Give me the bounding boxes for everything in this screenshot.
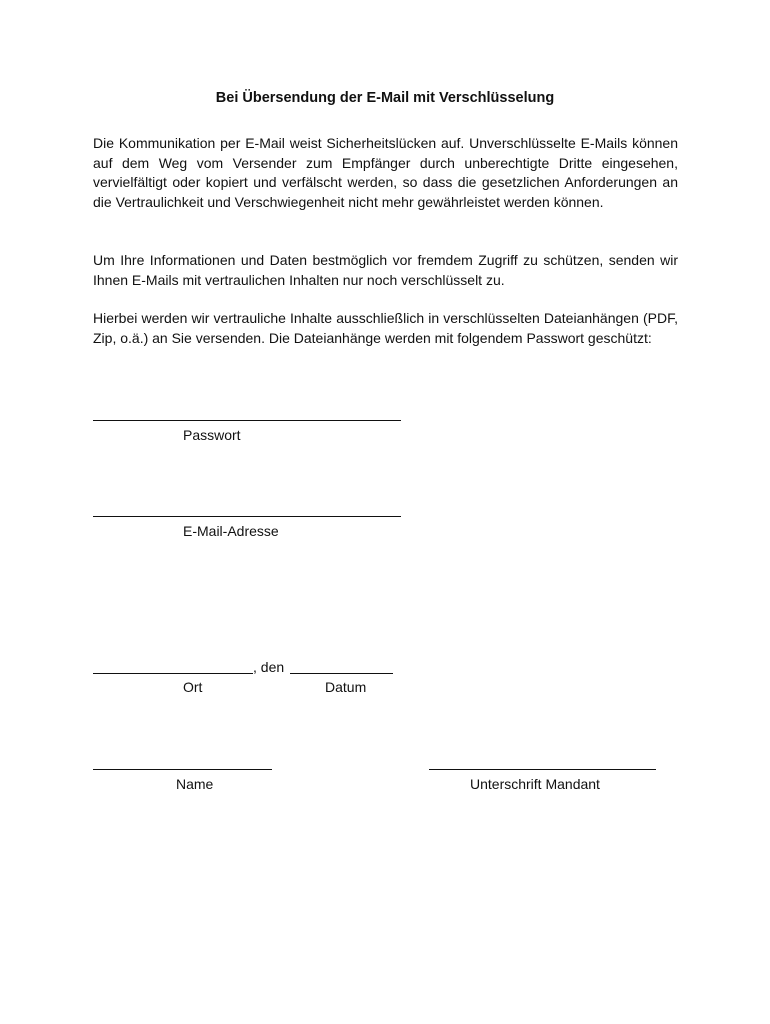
name-label: Name — [176, 776, 214, 792]
password-field-line[interactable] — [93, 420, 401, 421]
place-label: Ort — [183, 679, 203, 695]
date-field-line[interactable] — [290, 673, 393, 674]
place-field-line[interactable] — [93, 673, 253, 674]
paragraph-encryption-info: Um Ihre Informationen und Daten bestmöglich vor fremdem Zugriff zu schützen, senden wir Ihnen E-Mails mit vertraulichen Inhalten nur noch verschlüsselt zu. — [93, 252, 678, 288]
name-field-line[interactable] — [93, 769, 272, 770]
signature-field-line[interactable] — [429, 769, 656, 770]
email-field-line[interactable] — [93, 516, 401, 517]
paragraph-security-notice: Die Kommunikation per E-Mail weist Sicherheitslücken auf. Unverschlüsselte E-Mails können auf dem Weg vom Versender zum Empfänger durch unberechtigte Dritte eingesehen, vervielfältigt oder kopiert und verfälscht werden, so dass die gesetzlichen Anforderungen an die Vertraulichkeit und Verschwiegenheit nicht mehr gewährleistet werden können. — [93, 135, 678, 210]
date-label: Datum — [325, 679, 367, 695]
signature-label: Unterschrift Mandant — [470, 776, 600, 792]
document-title: Bei Übersendung der E-Mail mit Verschlüsselung — [215, 90, 555, 106]
email-label: E-Mail-Adresse — [183, 523, 279, 539]
paragraph-password-intro: Hierbei werden wir vertrauliche Inhalte ausschließlich in verschlüsselten Dateianhängen (PDF, Zip, o.ä.) an Sie versenden. Die Dateianhänge werden mit folgendem Passwort geschützt: — [93, 310, 678, 346]
password-label: Passwort — [183, 427, 241, 443]
den-text: , den — [253, 659, 285, 675]
